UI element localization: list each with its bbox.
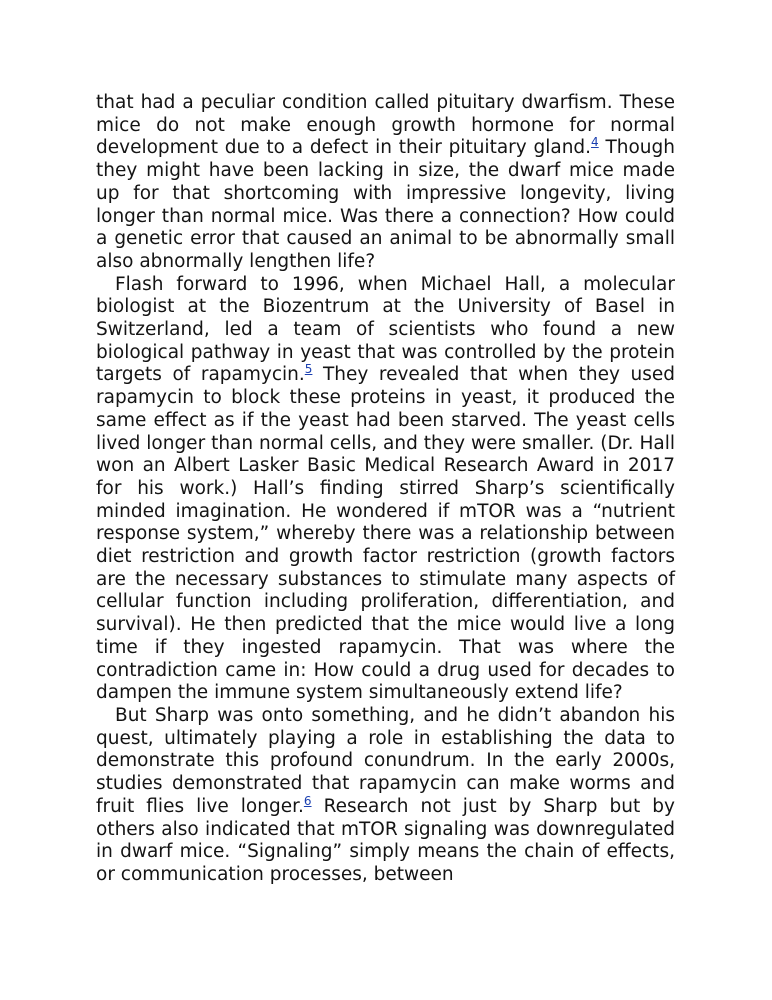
paragraph: [96, 274, 675, 705]
paragraph-text: Flash forward to 1996, when Michael Hall, a molecular biologist at the Biozentrum at the University of Basel in Switzerland, led a team of scientists who found a new biological pathway in yeast that was controlled by the protein targets of rapamycin.: [96, 273, 675, 386]
paragraph-text: But Sharp was onto something, and he didn’t abandon his quest, ultimately playing a role in establishing the data to demonstrate this profound conundrum. In the early 2000s, studies demonstrated that rapamycin can make worms and fruit flies live longer.: [96, 704, 675, 817]
paragraph: [96, 92, 675, 274]
paragraph-text: that had a peculiar condition called pituitary dwarfism. These mice do not make enough growth hormone for normal development due to a defect in their pituitary gland.: [96, 92, 675, 159]
footnote-link[interactable]: 4: [591, 135, 599, 150]
paragraph-text: Research not just by Sharp but by others also indicated that mTOR signaling was downregulated in dwarf mice. “Signaling” simply means the chain of effects, or communication processes, between: [96, 795, 675, 885]
footnote-link[interactable]: 6: [303, 793, 312, 808]
paragraph-text: They revealed that when they used rapamycin to block these proteins in yeast, it produced the same effect as if the yeast had been starved. The yeast cells lived longer than normal cells, and they were smaller. (Dr. Hall won an Albert Lasker Basic Medical Research Award in 2017 for his work.) Hall’s finding stirred Sharp’s scientifically minded imagination. He wondered if mTOR was a “nutrient response system,” whereby there was a relationship between diet restriction and growth factor restriction (growth factors are the necessary substances to stimulate many aspects of cellular function including proliferation, differentiation, and survival). He then predicted that the mice would live a long time if they ingested rapamycin. That was where the contradiction came in: How could a drug used for decades to dampen the immune system simultaneously extend life?: [96, 364, 676, 704]
paragraph-text: Though they might have been lacking in size, the dwarf mice made up for that shortcoming with impressive longevity, living longer than normal mice. Was there a connection? How could a genetic error that caused an animal to be abnormally small also abnormally lengthen life?: [96, 137, 675, 272]
document-page: [96, 92, 675, 887]
paragraph: [96, 705, 675, 887]
footnote-link[interactable]: 5: [304, 362, 313, 377]
